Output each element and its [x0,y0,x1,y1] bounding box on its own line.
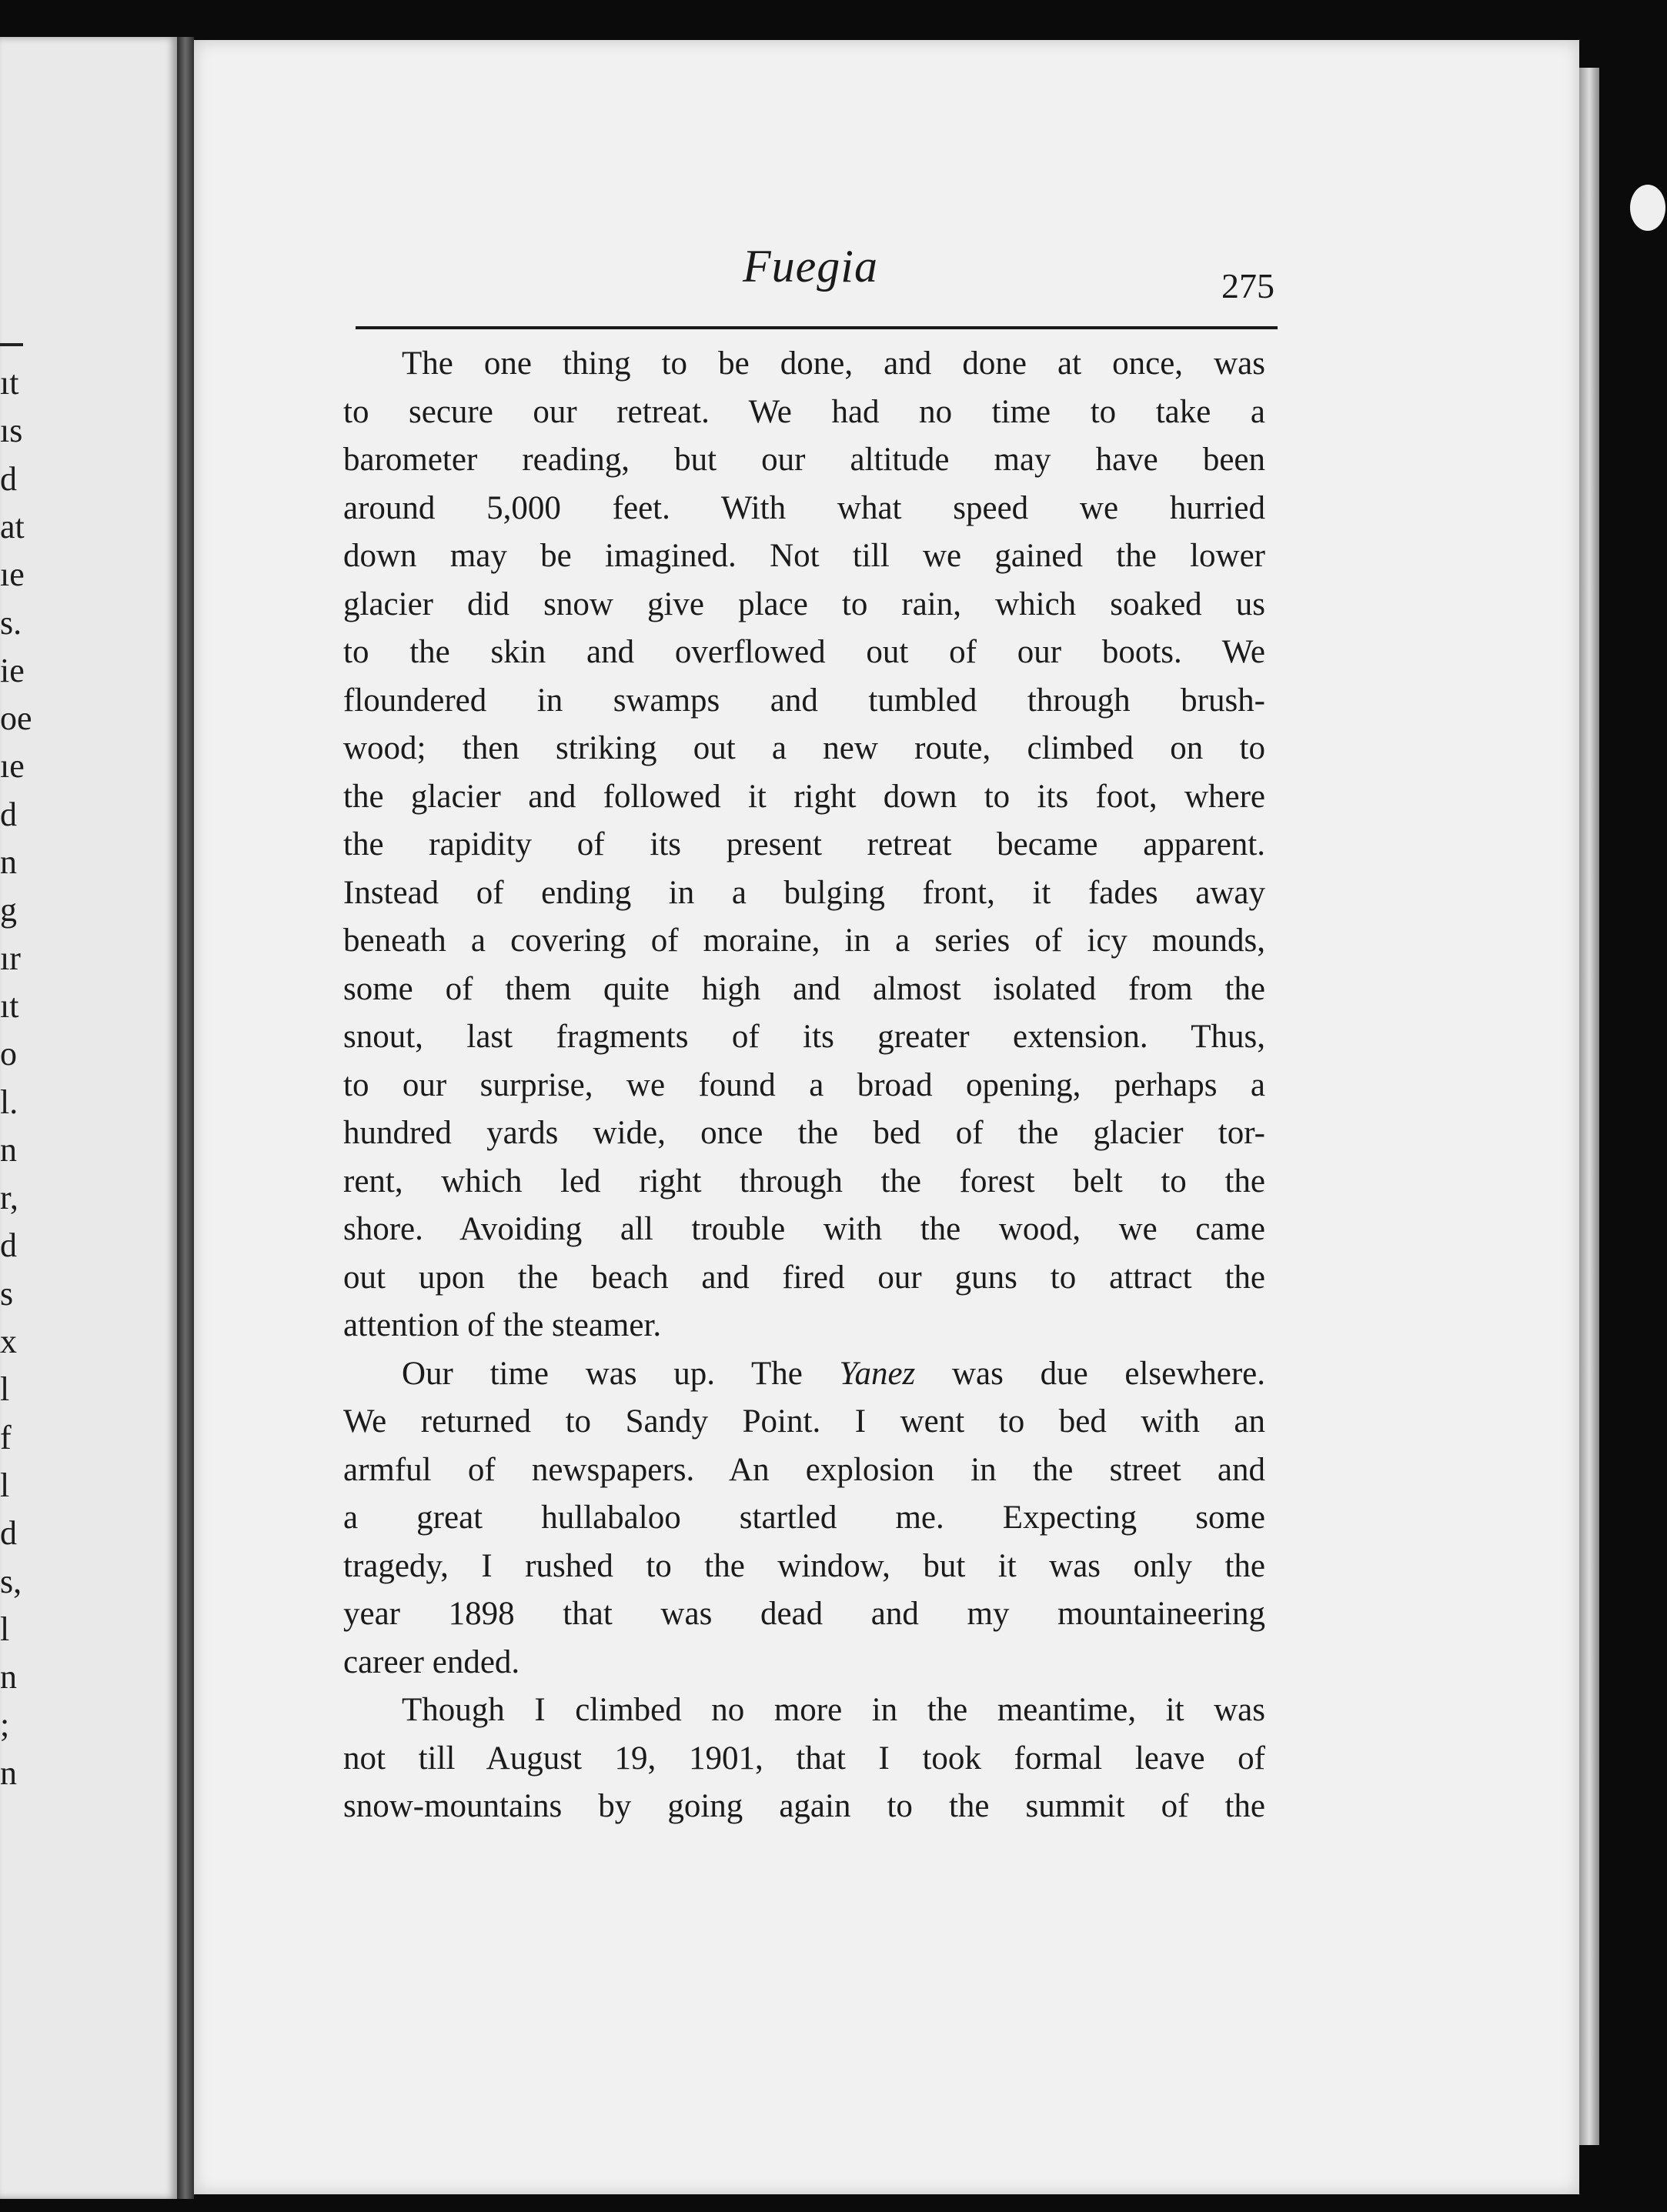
text-line: down may be imagined. Not till we gained the lower [343,538,1265,574]
text-line: snout, last fragments of its greater extension. Thus, [343,1019,1265,1055]
text-line: We returned to Sandy Point. I went to bed with an [343,1403,1265,1440]
facing-page-fragment: ıs [0,412,23,450]
text-line: armful of newspapers. An explosion in the street and [343,1451,1265,1488]
facing-page-fragment: ıt [0,986,19,1025]
facing-page-fragment: l [0,1370,10,1409]
paragraph-3 [343,1687,1265,1831]
facing-page-fragment: f [0,1418,12,1456]
facing-page-fragment: n [0,1130,17,1169]
text-line: tragedy, I rushed to the window, but it was only the [343,1547,1265,1584]
text-span: was due elsewhere. [915,1355,1265,1392]
facing-page-fragment: g [0,891,17,929]
facing-page-fragment: d [0,459,17,498]
text-line: around 5,000 feet. With what speed we hurried [343,489,1265,526]
facing-page-fragment: ıe [0,747,25,786]
facing-page-fragment: ıt [0,364,19,402]
text-line: rent, which led right through the forest belt to the [343,1163,1265,1199]
text-line: not till August 19, 1901, that I took formal leave of [343,1740,1265,1777]
facing-page-fragment: s. [0,603,22,642]
text-line: the glacier and followed it right down to its foot, where [343,778,1265,815]
body-text [343,340,1265,1831]
text-line: career ended. [343,1643,520,1680]
facing-page-fragment: d [0,1514,17,1553]
book-spine [177,37,194,2199]
text-span: Our time was up. The [402,1355,840,1392]
facing-page-fragment: at [0,507,25,545]
text-line: wood; then striking out a new route, climbed on to [343,730,1265,766]
facing-page-fragment: n [0,843,17,881]
paragraph-2 [343,1350,1265,1687]
facing-page-edge [0,37,177,2199]
text-line: to our surprise, we found a broad opening, perhaps a [343,1066,1265,1103]
text-line: Though I climbed no more in the meantime, it was [402,1692,1265,1728]
facing-page-fragment: ıe [0,556,25,594]
facing-page-fragment: l. [0,1083,18,1121]
text-line [343,1350,1265,1399]
text-line: a great hullabaloo startled me. Expecting some [343,1500,1265,1536]
facing-page-fragment: ır [0,939,21,977]
facing-page-fragment: n [0,1658,17,1697]
facing-page-fragment: d [0,1226,17,1265]
ship-name: Yanez [839,1355,916,1392]
facing-page-fragment: s [0,1274,14,1313]
page-number: 275 [1221,266,1274,305]
text-line: The one thing to be done, and done at once, was [402,345,1265,382]
facing-page-fragment: s, [0,1562,22,1600]
text-line: the rapidity of its present retreat became apparent. [343,826,1265,862]
text-line: to the skin and overflowed out of our boots. We [343,634,1265,670]
text-line: hundred yards wide, once the bed of the glacier tor- [343,1115,1265,1151]
facing-page-fragment: r, [0,1179,18,1217]
facing-page-fragment: o [0,1035,17,1073]
facing-page-fragment: oe [0,699,32,738]
facing-page-fragment: ie [0,651,25,689]
punch-hole [1630,185,1665,231]
page-edge [1579,68,1599,2145]
facing-page-rule [0,343,23,346]
text-line: beneath a covering of moraine, in a series of icy mounds, [343,923,1265,959]
facing-page-fragment: l [0,1466,10,1504]
text-line: some of them quite high and almost isolated from the [343,970,1265,1007]
text-line: floundered in swamps and tumbled through brush- [343,682,1265,719]
text-line: year 1898 that was dead and my mountaineering [343,1596,1265,1632]
text-line: Instead of ending in a bulging front, it fades away [343,874,1265,911]
header-rule [356,326,1278,329]
text-line: barometer reading, but our altitude may have been [343,442,1265,478]
text-line: attention of the steamer. [343,1307,662,1343]
paragraph-1 [343,340,1265,1350]
running-head: Fuegia [743,241,878,292]
text-line: glacier did snow give place to rain, which soaked us [343,586,1265,622]
facing-page-fragment: ; [0,1706,10,1744]
facing-page-fragment: x [0,1323,17,1360]
facing-page-fragment: n [0,1753,17,1792]
text-line: shore. Avoiding all trouble with the wood, we came [343,1211,1265,1247]
text-line: snow-mountains by going again to the summit of the [343,1788,1265,1824]
text-line: out upon the beach and fired our guns to attract the [343,1259,1265,1296]
text-line: to secure our retreat. We had no time to take a [343,393,1265,430]
facing-page-fragment: d [0,795,17,833]
facing-page-fragment: l [0,1610,10,1648]
